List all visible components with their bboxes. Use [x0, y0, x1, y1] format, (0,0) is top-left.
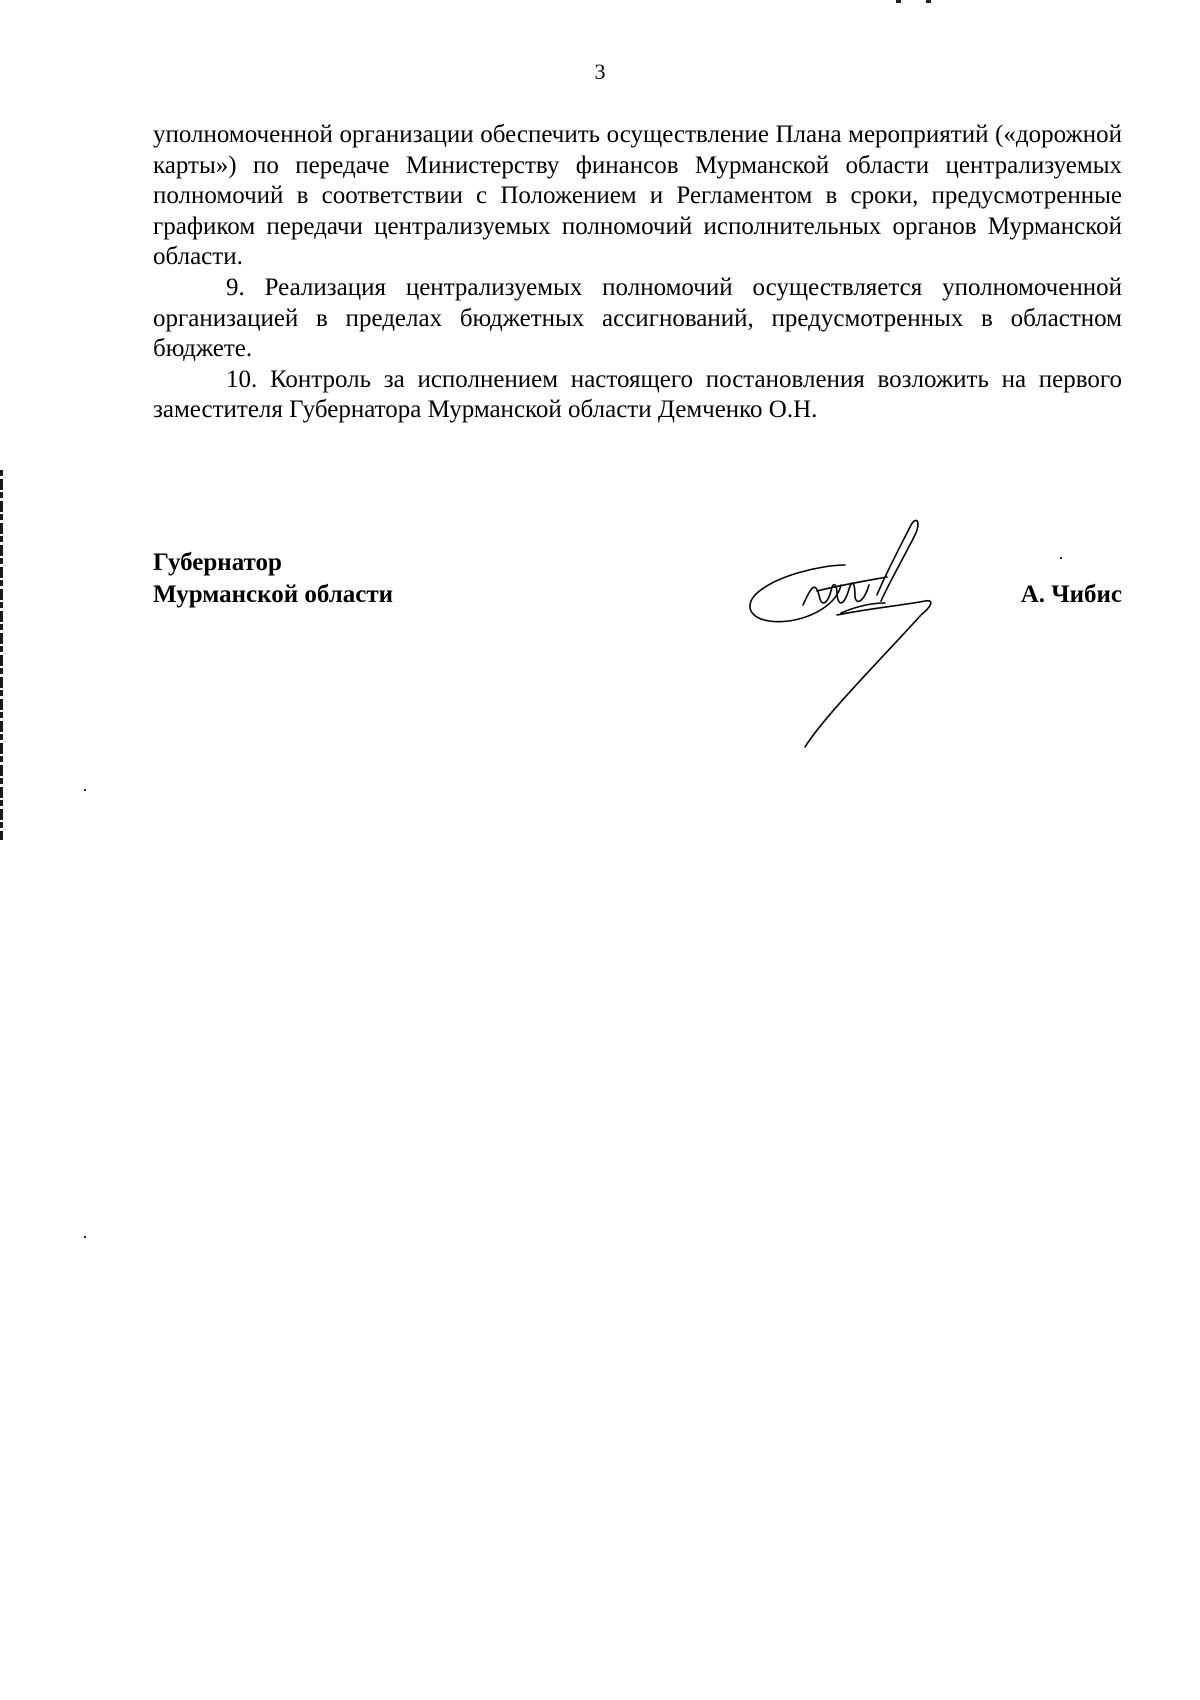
- scan-edge-artifact: [0, 470, 3, 840]
- paragraph-item-10: 10. Контроль за исполнением настоящего постановления возложить на первого заместителя Губернатора Мурманской области Демченко О.Н.: [153, 365, 1122, 424]
- paragraph-item-9: 9. Реализация централизуемых полномочий осуществляется уполномоченной организацией в пределах бюджетных ассигнований, предусмотренных в областном бюджете.: [153, 273, 1122, 363]
- scan-dust-dot: [84, 1236, 86, 1238]
- signatory-title-line2: Мурманской области: [153, 581, 394, 608]
- scan-corner-mark: [896, 0, 901, 3]
- signatory-title: [153, 547, 393, 611]
- scan-dust-dot: [84, 789, 86, 791]
- signatory-title-line1: Губернатор: [153, 549, 282, 576]
- handwritten-signature-icon: [745, 515, 975, 755]
- scan-dust-dot: [1060, 557, 1062, 559]
- document-body: [153, 120, 1122, 426]
- signer-name: А. Чибис: [1020, 581, 1122, 608]
- page-number: 3: [594, 59, 606, 84]
- paragraph-continuation: уполномоченной организации обеспечить осуществление Плана мероприятий («дорожной карты») по передаче Министерству финансов Мурманской области централизуемых полномочий в соответствии с Положением и Регламентом в сроки, предусмотренные графиком передачи централизуемых полномочий исполнительных органов Мурманской области.: [153, 121, 1122, 271]
- scan-corner-mark: [926, 0, 931, 3]
